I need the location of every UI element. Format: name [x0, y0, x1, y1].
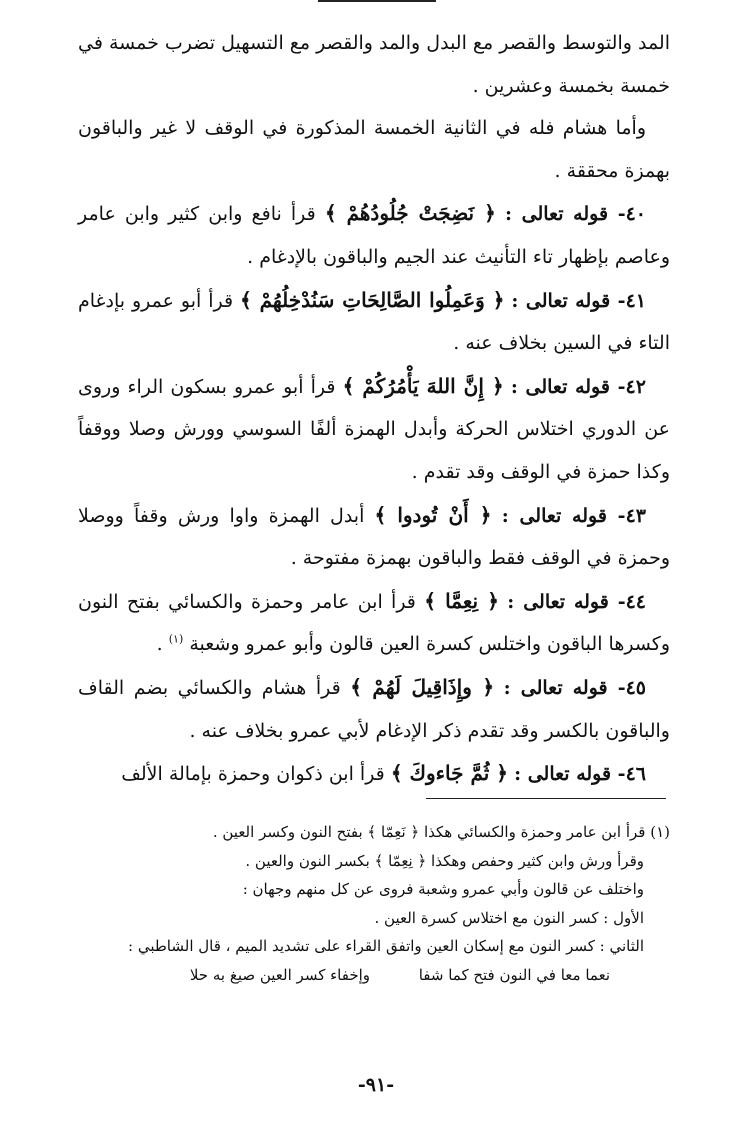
verse-hemistich-1: نعما معا في النون فتح كما شفا: [418, 965, 610, 984]
page-number: -٩١-: [357, 1074, 395, 1096]
item-41: ٤١- قوله تعالى : ﴿ وَعَمِلُوا الصَّالِحَاتِ سَنُدْخِلُهُمْ ﴾ قرأ أبو عمرو بإدغام التاء في السين بخلاف عنه .: [78, 287, 670, 355]
footnote-line-5: الثاني : كسر النون مع إسكان العين واتفق القراء على تشديد الميم ، قال الشاطبي :: [128, 937, 644, 956]
footnote-line-1: (١) قرأ ابن عامر وحمزة والكسائي هكذا ﴿ نَعِمّا ﴾ بفتح النون وكسر العين .: [212, 823, 670, 841]
top-rule: [318, 0, 436, 2]
paragraph-2: وأما هشام فله في الثانية الخمسة المذكورة في الوقف لا غير والباقون بهمزة محققة .: [78, 117, 670, 182]
footnote-line-4: الأول : كسر النون مع اختلاس كسرة العين .: [374, 908, 644, 927]
item-46: ٤٦- قوله تعالى : ﴿ ثُمَّ جَاءوكَ ﴾ قرأ ابن ذكوان وحمزة بإمالة الألف: [121, 761, 646, 786]
item-43: ٤٣- قوله تعالى : ﴿ أَنْ تُودوا ﴾ أبدل الهمزة واوا ورش وقفاً ووصلا وحمزة في الوقف فقط والباقون بهمزة مفتوحة .: [78, 502, 670, 570]
item-44: ٤٤- قوله تعالى : ﴿ نِعِمَّا ﴾ قرأ ابن عامر وحمزة والكسائي بفتح النون وكسرها الباقون واختلس كسرة العين قالون وأبو عمرو وشعبة $^{(١)}$ .: [78, 588, 670, 656]
paragraph-1: المد والتوسط والقصر مع البدل والمد والقصر مع التسهيل تضرب خمسة في خمسة بخمسة وعشرين .: [78, 32, 670, 97]
item-42: ٤٢- قوله تعالى : ﴿ إِنَّ اللهَ يَأْمُرُكُمْ ﴾ قرأ أبو عمرو بسكون الراء وروى عن الدوري اختلاس الحركة وأبدل الهمزة ألفًا السوسي وورش وصلا ووقفاً وكذا حمزة في الوقف وقد تقدم .: [78, 373, 670, 483]
footnote-ref: (١): [168, 632, 184, 646]
shatibi-verse: [86, 961, 670, 990]
footnotes: [86, 818, 670, 990]
footnote-separator: [426, 798, 666, 799]
item-45: ٤٥- قوله تعالى : ﴿ وإِذَاقِيلَ لَهُمْ ﴾ قرأ هشام والكسائي بضم القاف والباقون بالكسر وقد تقدم ذكر الإدغام لأبي عمرو بخلاف عنه .: [78, 674, 670, 742]
footnote-line-3: واختلف عن قالون وأبي عمرو وشعبة فروى عن كل منهم وجهان :: [242, 880, 644, 899]
item-40: ٤٠- قوله تعالى : ﴿ نَضِجَتْ جُلُودُهُمْ ﴾ قرأ نافع وابن كثير وابن عامر وعاصم بإظهار تاء التأنيث عند الجيم والباقون بالإدغام .: [78, 201, 670, 268]
footnote-line-2: وقرأ ورش وابن كثير وحفص وهكذا ﴿ نِعِمّا ﴾ بكسر النون والعين .: [245, 851, 644, 870]
verse-hemistich-2: وإخفاء كسر العين صيغ به حلا: [189, 965, 370, 984]
main-text: [78, 22, 670, 796]
